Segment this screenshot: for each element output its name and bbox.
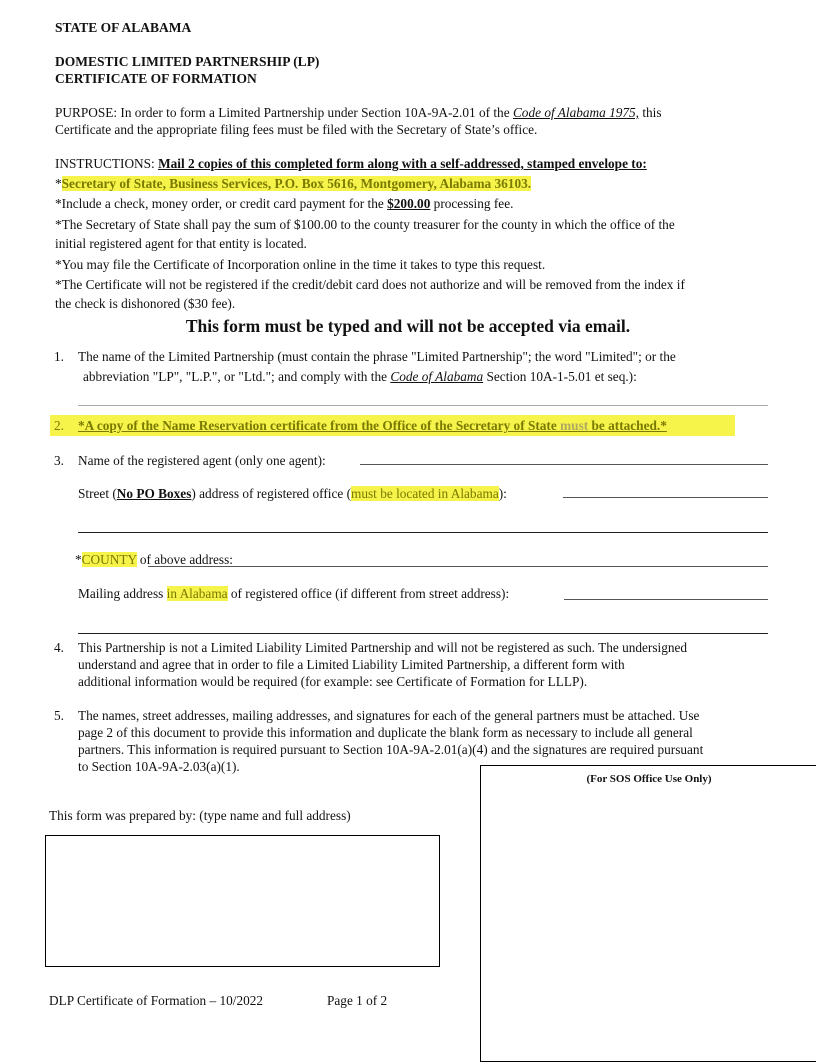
item-number-5: 5. bbox=[54, 708, 64, 723]
purpose-line1 bbox=[55, 105, 775, 122]
street-text: Street ( bbox=[78, 486, 117, 501]
mailing-text-end: of registered office (if different from street address): bbox=[227, 586, 510, 601]
card-notice-line2: the check is dishonored ($30 fee). bbox=[55, 296, 236, 311]
item2-must: must bbox=[560, 418, 589, 433]
item1-text: abbreviation "LP", "L.P.", or "Ltd."; and comply with the bbox=[83, 369, 391, 384]
name-reservation-requirement bbox=[78, 418, 667, 435]
item5-line1: The names, street addresses, mailing addresses, and signatures for each of the general partners must be attached. Use bbox=[78, 708, 700, 723]
item4-line3: additional information would be required (for example: see Certificate of Formation for LLLP). bbox=[78, 674, 588, 689]
item1-text-end: Section 10A-1-5.01 et seq.): bbox=[483, 369, 637, 384]
county-text: of above address: bbox=[136, 552, 233, 567]
sos-mailing-address: Secretary of State, Business Services, P.O. Box 5616, Montgomery, Alabama 36103. bbox=[61, 176, 532, 191]
prepared-by-label: This form was prepared by: (type name and full address) bbox=[49, 808, 351, 823]
asterisk: * bbox=[55, 176, 62, 191]
state-heading: STATE OF ALABAMA bbox=[55, 20, 192, 35]
card-notice-line1: *The Certificate will not be registered if the credit/debit card does not authorize and will be removed from the index if bbox=[55, 277, 685, 292]
must-be-in-alabama: must be located in Alabama bbox=[351, 486, 499, 501]
registered-agent-field[interactable] bbox=[360, 464, 768, 465]
registered-agent-label: Name of the registered agent (only one agent): bbox=[78, 453, 326, 468]
sos-office-use-label: (For SOS Office Use Only) bbox=[586, 773, 712, 785]
item-number-4: 4. bbox=[54, 640, 64, 655]
fee-line bbox=[55, 196, 513, 213]
item5-line4: to Section 10A-9A-2.03(a)(1). bbox=[78, 759, 240, 774]
item-number-1: 1. bbox=[54, 349, 64, 364]
item2-text: *A copy of the Name Reservation certificate from the Office of the Secretary of State bbox=[78, 418, 561, 433]
mailing-address-field-2[interactable] bbox=[78, 633, 768, 634]
fee-text: *Include a check, money order, or credit card payment for the bbox=[55, 196, 388, 211]
footer-page-number: Page 1 of 2 bbox=[327, 993, 388, 1008]
mailing-text: Mailing address bbox=[78, 586, 167, 601]
prepared-by-field[interactable] bbox=[45, 835, 440, 967]
street-address-label bbox=[78, 486, 507, 503]
footer-form-name: DLP Certificate of Formation – 10/2022 bbox=[49, 993, 264, 1008]
item4-line2: understand and agree that in order to file a Limited Liability Limited Partnership, a different form with bbox=[78, 657, 625, 672]
county-highlight: COUNTY bbox=[81, 552, 137, 567]
code-of-alabama-ref-2: Code of Alabama bbox=[390, 369, 484, 384]
street-address-field-2[interactable] bbox=[78, 532, 768, 533]
online-filing-line: *You may file the Certificate of Incorporation online in the time it takes to type this request. bbox=[55, 257, 546, 272]
item5-line3: partners. This information is required pursuant to Section 10A-9A-2.01(a)(4) and the signatures are required pursuant bbox=[78, 742, 704, 757]
county-payment-line2: initial registered agent for that entity is located. bbox=[55, 236, 307, 251]
form-title-line2: CERTIFICATE OF FORMATION bbox=[55, 71, 257, 86]
code-of-alabama-ref: Code of Alabama 1975, bbox=[512, 105, 640, 120]
item-number-2: 2. bbox=[54, 418, 64, 433]
item5-line2: page 2 of this document to provide this information and duplicate the blank form as necessary to include all general bbox=[78, 725, 693, 740]
item4-line1: This Partnership is not a Limited Liability Limited Partnership and will not be registered as such. The undersigned bbox=[78, 640, 688, 655]
item2-text-end: be attached.* bbox=[588, 418, 667, 433]
mailing-address-field[interactable] bbox=[564, 599, 768, 600]
street-text-mid: ) address of registered office ( bbox=[191, 486, 352, 501]
county-asterisk: * bbox=[75, 552, 82, 567]
county-field[interactable] bbox=[148, 566, 768, 567]
no-po-boxes: No PO Boxes bbox=[116, 486, 192, 501]
typed-only-notice: This form must be typed and will not be accepted via email. bbox=[185, 316, 631, 336]
mailing-address-line bbox=[55, 176, 531, 193]
mailing-address-label bbox=[78, 586, 509, 603]
county-payment-line1: *The Secretary of State shall pay the sum of $100.00 to the county treasurer for the county in which the office of the bbox=[55, 217, 675, 232]
item-number-3: 3. bbox=[54, 453, 64, 468]
instructions-label: INSTRUCTIONS: bbox=[55, 156, 159, 171]
fee-text-end: processing fee. bbox=[430, 196, 514, 211]
purpose-text: PURPOSE: In order to form a Limited Partnership under Section 10A-9A-2.01 of the bbox=[55, 105, 513, 120]
mail-instruction: Mail 2 copies of this completed form along with a self-addressed, stamped envelope to: bbox=[158, 156, 647, 171]
partnership-name-field[interactable] bbox=[78, 405, 768, 406]
form-title-line1: DOMESTIC LIMITED PARTNERSHIP (LP) bbox=[55, 54, 320, 69]
purpose-text-end: this bbox=[639, 105, 662, 120]
street-address-field[interactable] bbox=[563, 497, 768, 498]
item1-line2 bbox=[83, 369, 637, 386]
item1-line1: The name of the Limited Partnership (must contain the phrase "Limited Partnership"; the word "Limited"; or the bbox=[78, 349, 676, 364]
street-text-end: ): bbox=[498, 486, 507, 501]
fee-amount: $200.00 bbox=[387, 196, 431, 211]
in-alabama-highlight: in Alabama bbox=[166, 586, 228, 601]
instructions-line bbox=[55, 156, 647, 173]
sos-office-use-box bbox=[480, 765, 816, 1062]
purpose-line2: Certificate and the appropriate filing fees must be filed with the Secretary of State’s office. bbox=[55, 122, 538, 137]
